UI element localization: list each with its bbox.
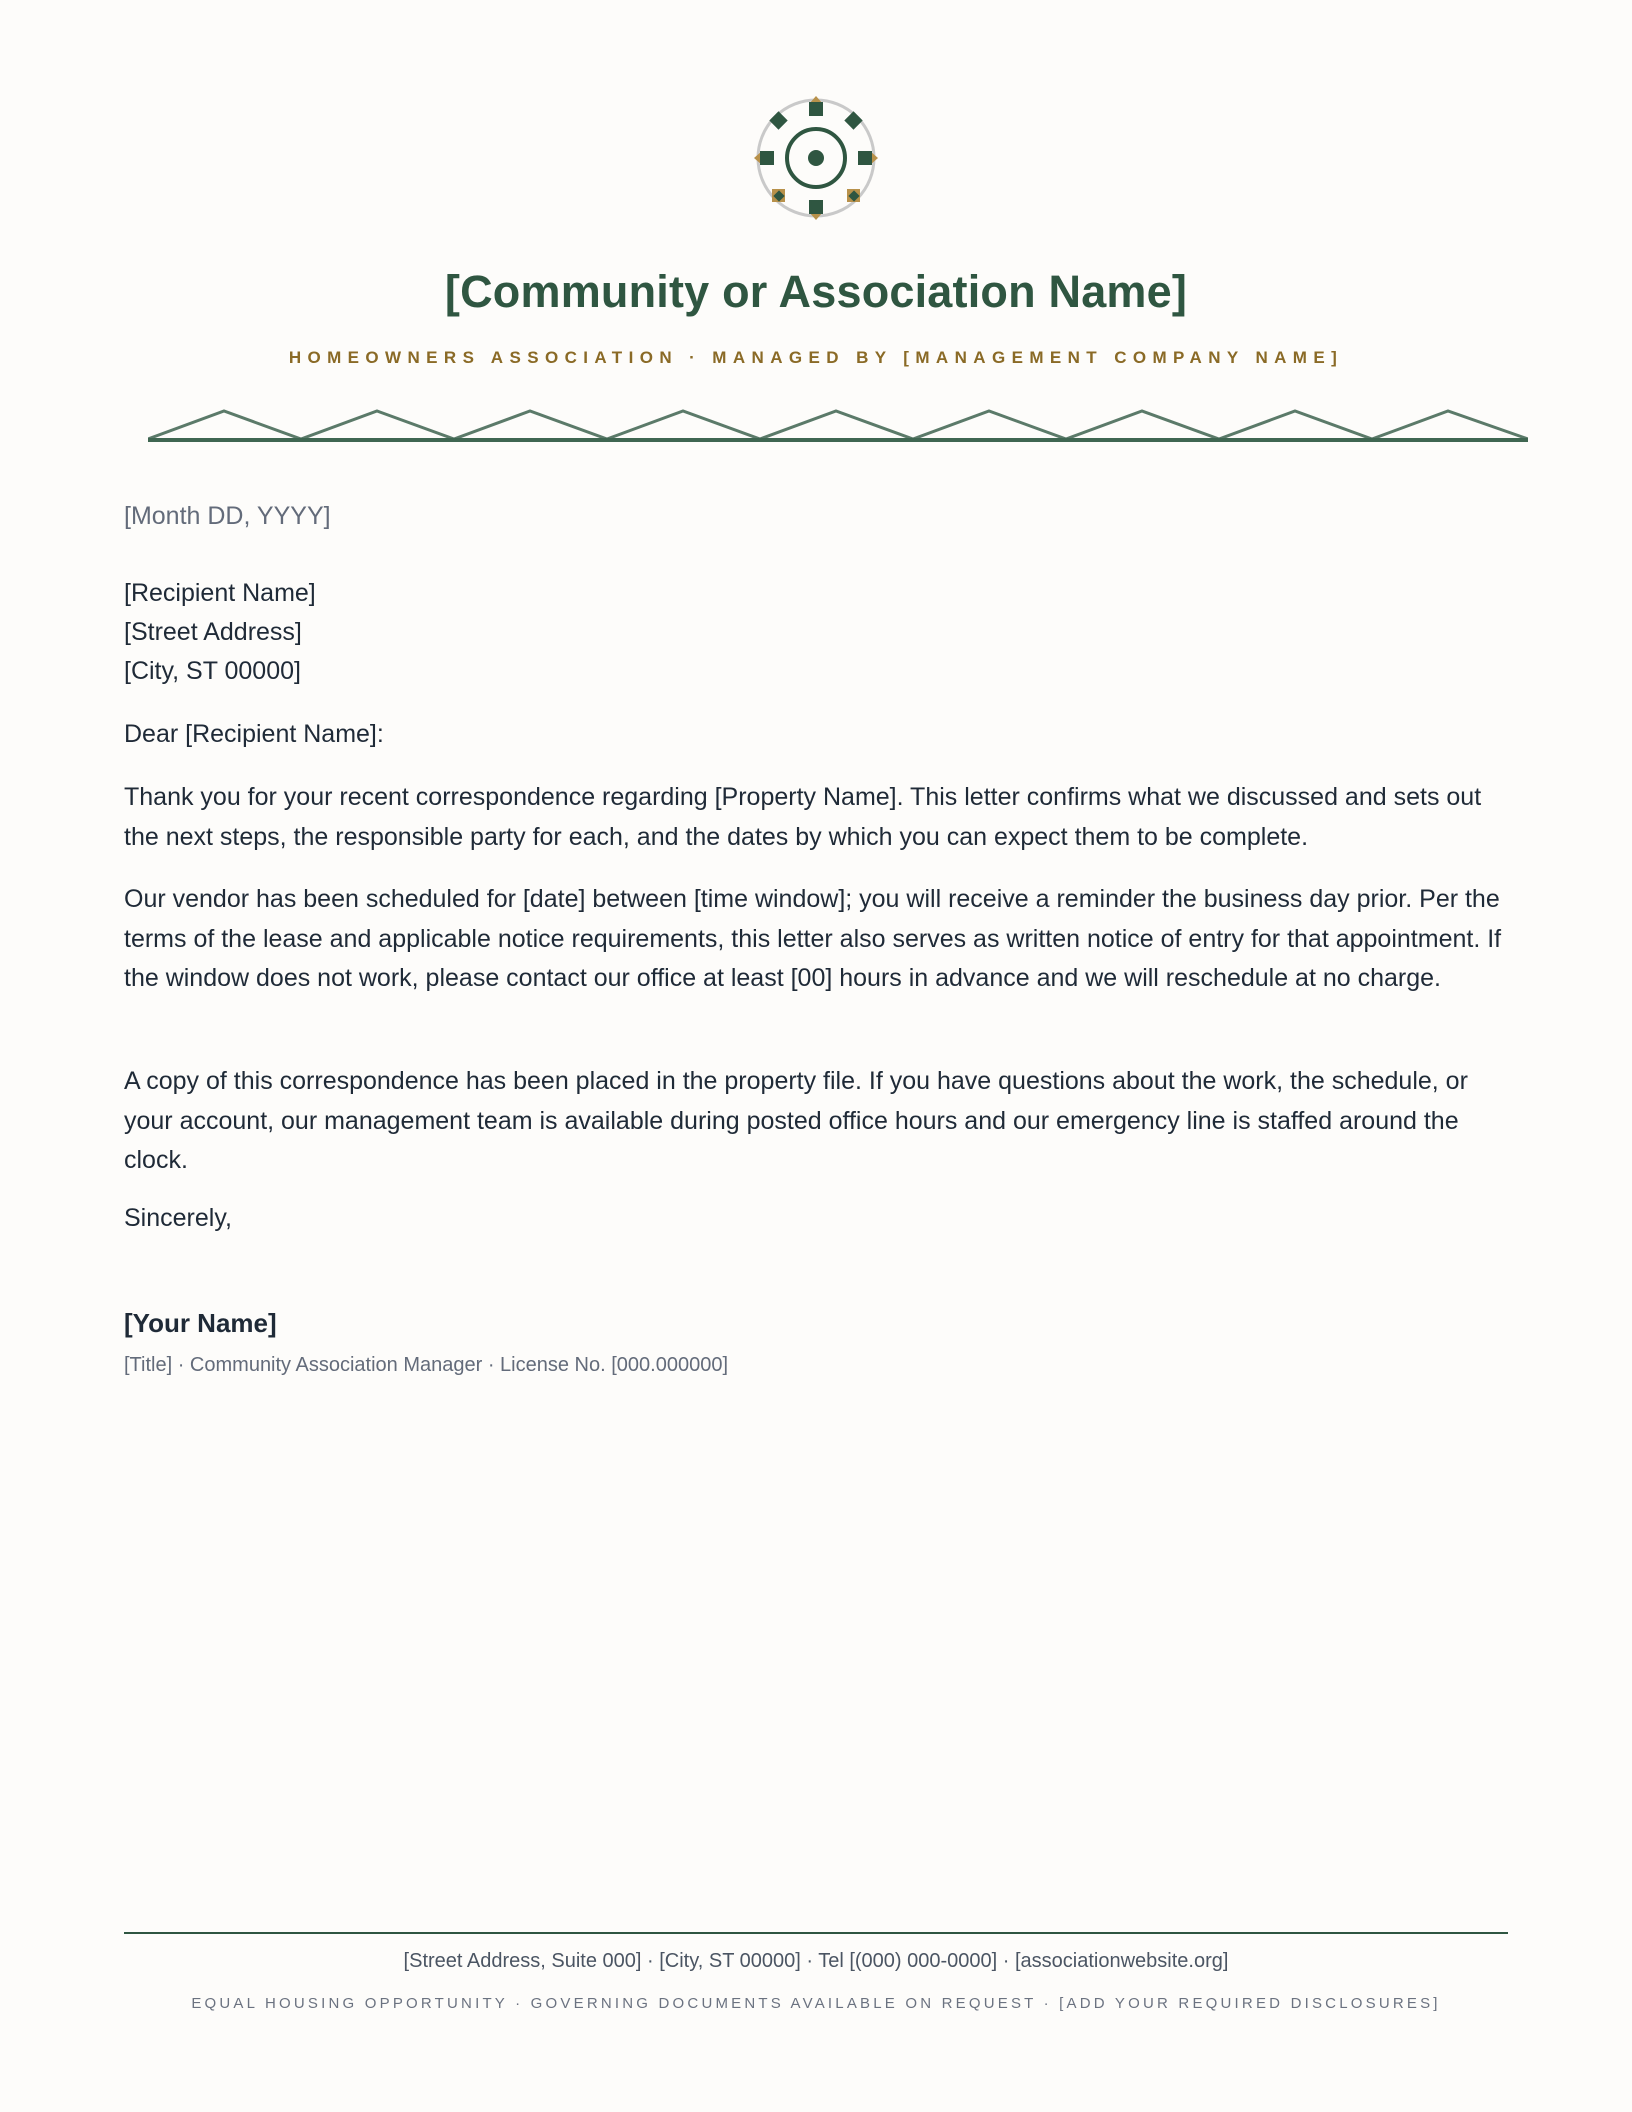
body-paragraph: Thank you for your recent correspondence regarding [Property Name]. This letter confirms what we discussed and sets out the next steps, the responsible party for each, and the dates by which you can expect them to be complete. — [124, 783, 1482, 851]
salutation: Dear [Recipient Name]: — [124, 720, 384, 748]
signature-name: [Your Name] — [124, 1308, 277, 1338]
footer-divider — [124, 1932, 1508, 1934]
signature-title: [Title] · Community Association Manager · License No. [000.000000] — [124, 1354, 729, 1376]
body-paragraph: Our vendor has been scheduled for [date] between [time window]; you will receive a reminder the business day prior. Per the terms of the lease and applicable notice requirements, this letter also serves as written notice of entry for that appointment. If the window does not work, please contact our office at least [00] hours in advance and we will reschedule at no charge. — [124, 885, 1502, 992]
footer-contact: [Street Address, Suite 000] · [City, ST 00000] · Tel [(000) 000-0000] · [associationwebsite.org] — [403, 1950, 1229, 1972]
recipient-street: [Street Address] — [124, 618, 302, 646]
letter-date: [Month DD, YYYY] — [124, 502, 331, 530]
association-seal-icon — [754, 96, 878, 220]
recipient-address-block — [124, 574, 316, 691]
footer-disclosures: EQUAL HOUSING OPPORTUNITY · GOVERNING DOCUMENTS AVAILABLE ON REQUEST · [ADD YOUR REQUIRED DISCLOSURES] — [191, 1995, 1441, 2012]
association-name-title: [Community or Association Name] — [444, 266, 1188, 317]
zigzag-divider — [148, 406, 1528, 442]
body-paragraph: A copy of this correspondence has been placed in the property file. If you have questions about the work, the schedule, or your account, our management team is available during posted office hours and our emergency line is staffed around the clock. — [124, 1067, 1468, 1174]
recipient-name: [Recipient Name] — [124, 579, 316, 607]
association-subtitle: HOMEOWNERS ASSOCIATION · MANAGED BY [MANAGEMENT COMPANY NAME] — [288, 348, 1344, 367]
closing: Sincerely, — [124, 1204, 232, 1232]
recipient-city: [City, ST 00000] — [124, 657, 301, 685]
